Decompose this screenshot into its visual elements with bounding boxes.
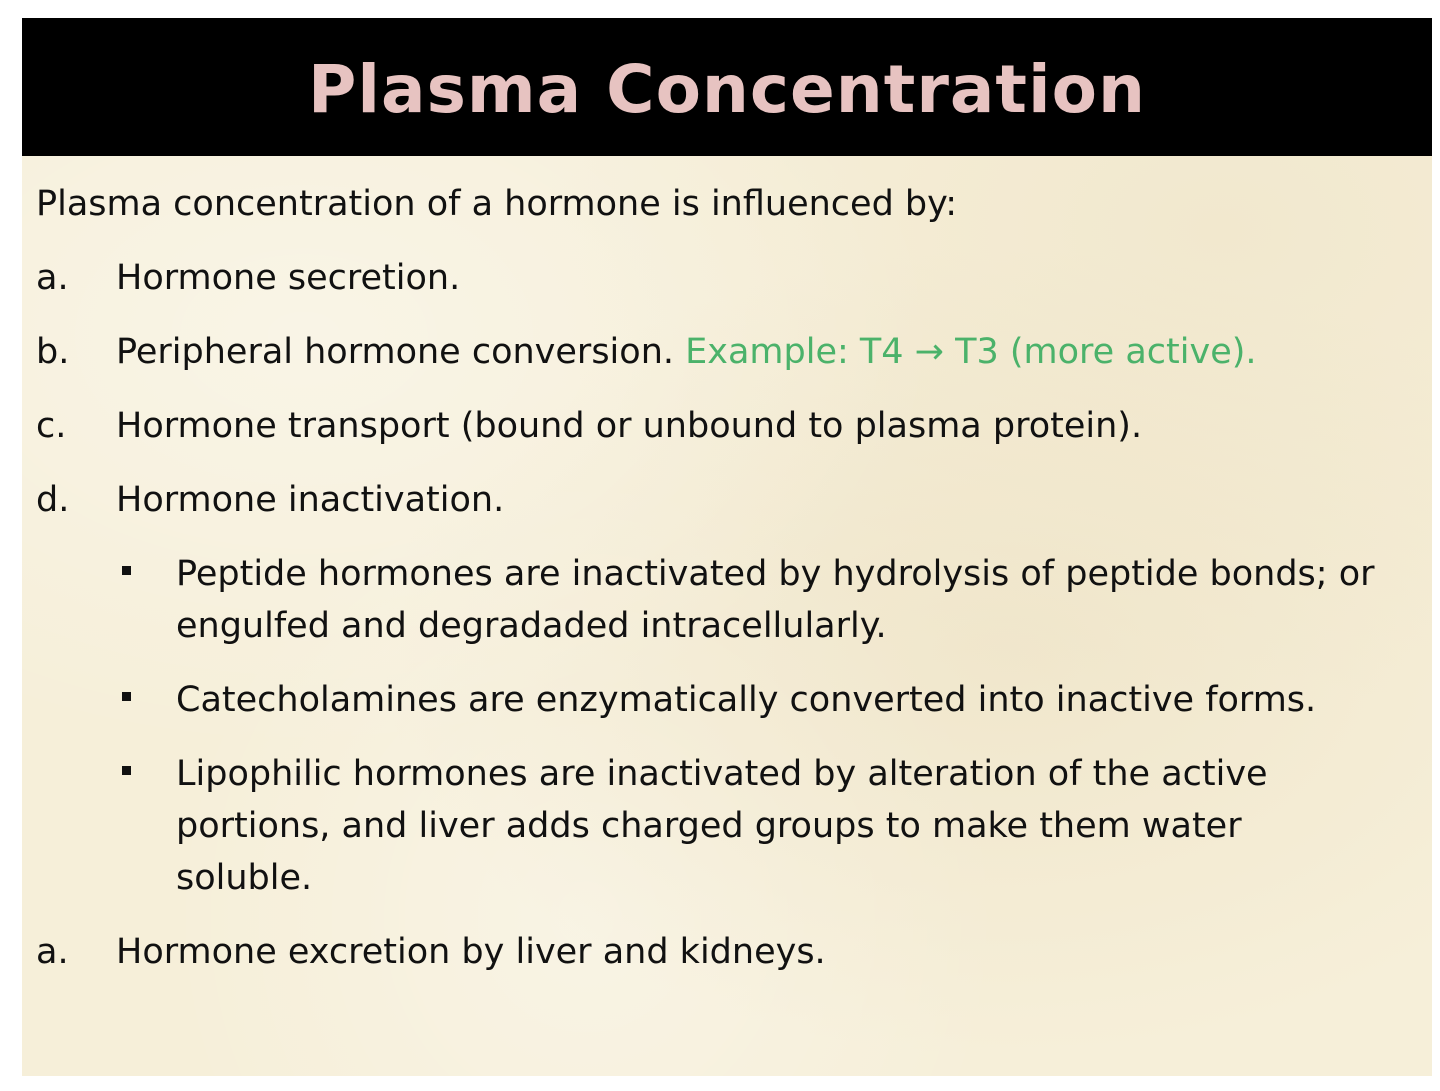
title-bar: [22, 18, 1432, 156]
list-item-a: [36, 252, 1426, 304]
list-item-d: [36, 474, 1426, 526]
example-text: Example: T4 → T3 (more active).: [685, 332, 1257, 372]
list-item-c: [36, 400, 1426, 452]
sub-item-text: Catecholamines are enzymatically converted into inactive forms.: [176, 680, 1317, 720]
sub-item-text: Lipophilic hormones are inactivated by alteration of the active portions, and liver adds charged groups to make them water soluble.: [176, 754, 1268, 898]
list-item-text: Hormone inactivation.: [116, 480, 505, 520]
list-item-text: Hormone excretion by liver and kidneys.: [116, 932, 826, 972]
bullet-icon: [122, 766, 131, 775]
sub-list-item: [36, 674, 1386, 726]
list-item-text: Hormone transport (bound or unbound to plasma protein).: [116, 406, 1143, 446]
slide-content: [36, 178, 1426, 1000]
list-item-b: [36, 326, 1426, 378]
list-item-text: Peripheral hormone conversion.: [116, 332, 686, 372]
sub-list-item: [36, 548, 1386, 652]
sub-item-text: Peptide hormones are inactivated by hydrolysis of peptide bonds; or engulfed and degradaded intracellularly.: [176, 554, 1375, 646]
slide: [22, 18, 1432, 1076]
list-letter: a.: [36, 258, 69, 298]
list-item-final: [36, 926, 1426, 978]
bullet-icon: [122, 692, 131, 701]
list-letter: c.: [36, 406, 67, 446]
list-letter: b.: [36, 332, 70, 372]
slide-title: Plasma Concentration: [308, 50, 1146, 128]
sub-list-item: [36, 748, 1386, 904]
list-letter: a.: [36, 932, 69, 972]
list-item-text: Hormone secretion.: [116, 258, 461, 298]
bullet-icon: [122, 566, 131, 575]
sub-list: [36, 548, 1426, 904]
list-letter: d.: [36, 480, 70, 520]
intro-text: Plasma concentration of a hormone is influenced by:: [36, 184, 958, 224]
